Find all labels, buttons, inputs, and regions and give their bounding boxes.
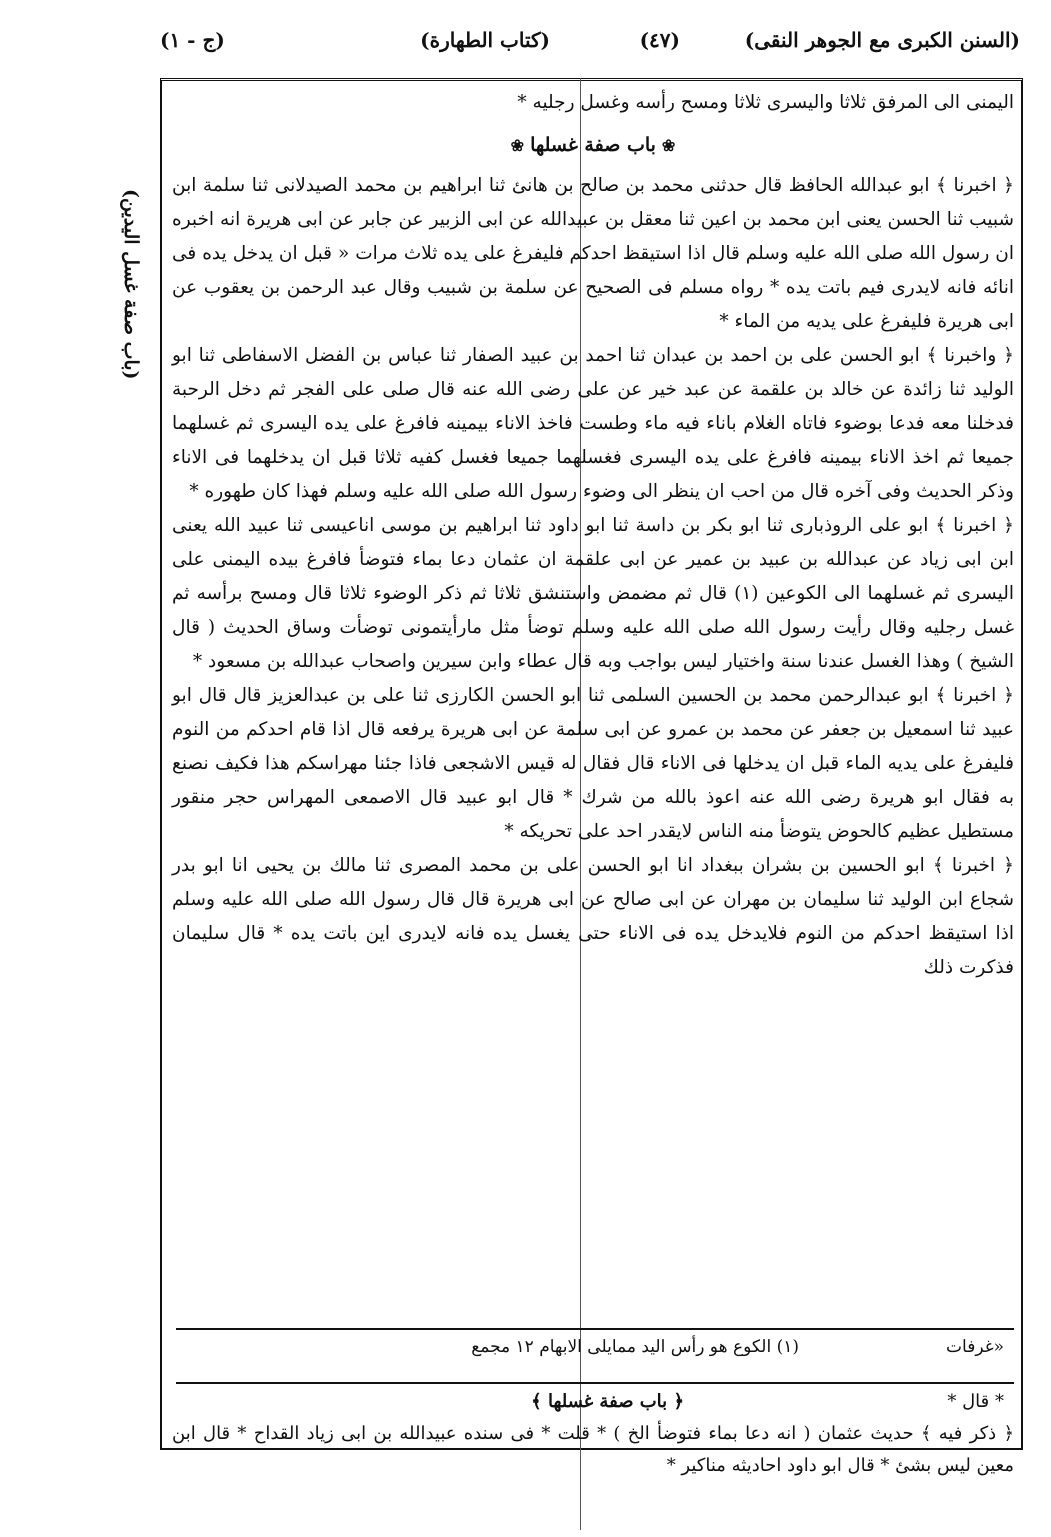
chapter-heading: ❀باب صفة غسلها❀ [172,128,1014,163]
footnote-divider [176,1328,1014,1330]
hadith-paragraph: ﴿ واخبرنا ﴾ ابو الحسن على بن احمد بن عبدان ثنا احمد بن عبيد الصفار ثنا عباس بن الفضل الاسفاطى ثنا ابو الوليد ثنا زائدة عن خالد بن علقمة عن عبد خير عن على رضى الله عنه قال صلى على الفجر ثم دخل الرحبة فدخلنا معه فدعا بوضوء فاتاه الغلام باناء فيه ماء وطست فاخذ الاناء بيمينه فافرغ على يده اليسرى ثم غسلهما جميعا ثم اخذ الاناء بيمينه فافرغ على يده اليسرى فغسلهما جميعا فغسل كفيه ثلاثا قبل ان يدخلهما فى الاناء وذكر الحديث وفى آخره قال من احب ان ينظر الى وضوء رسول الله صلى الله عليه وسلم فهذا كان طهوره * [172,345,1014,502]
margin-chapter-note: (باب صفة غسل اليدين) [120,189,142,380]
commentary-heading: ﴿ باب صفة غسلها ﴾ [531,1391,684,1412]
running-title: (السنن الكبرى مع الجوهر النقى) [744,28,1020,52]
footnote-text: (١) الكوع هو رأس اليد ممايلى الابهام ١٢ مجمع [471,1337,799,1357]
jawhar-naqi-commentary [172,1386,1014,1482]
volume-number: (ج - ١) [160,28,225,52]
main-text [172,86,1014,985]
ornament-icon: ❀ [510,136,525,155]
hadith-paragraph: ﴿ اخبرنا ﴾ ابو على الروذبارى ثنا ابو بكر بن داسة ثنا ابو داود ثنا ابراهيم بن موسى اناعيسى ثنا عبيد الله يعنى ابن ابى زياد عن عبدالله بن عبيد بن عمير عن ابى علقمة ان عثمان دعا بماء فتوضأ فافرغ بيده اليمنى على اليسرى ثم غسلهما الى الكوعين (١) قال ثم مضمض واستنشق ثلاثا ثم ذكر الوضوء ثلاثا قال ومسح برأسه ثم غسل رجليه وقال رأيت رسول الله صلى الله عليه وسلم توضأ مثل مارأيتمونى توضأت وساق الحديث ( قال الشيخ ) وهذا الغسل عندنا سنة واختيار ليس بواجب وبه قال عطاء وابن سيرين واصحاب عبدالله بن مسعود * [172,515,1014,672]
appendix-divider [176,1382,1014,1384]
commentary-text: ﴿ ذكر فيه ﴾ حديث عثمان ( انه دعا بماء فتوضأ الخ ) * قلت * فى سنده عبيدالله بن ابى زياد القداح * قال ابن معين ليس بشئ * قال ابو داود احاديثه مناكير * [172,1423,1014,1476]
hadith-paragraph: ﴿ اخبرنا ﴾ ابو عبدالرحمن محمد بن الحسين السلمى ثنا ابو الحسن الكارزى ثنا على بن عبدالعزيز قال قال ابو عبيد ثنا اسمعيل بن جعفر عن محمد بن عمرو عن ابى سلمة عن ابى هريرة يرفعه قال اذا قام احدكم من النوم فليفرغ على يديه الماء قبل ان يدخلها فى الاناء قال فقال له قيس الاشجعى فاذا جئنا مهراسكم هذا فكيف نصنع به فقال ابو هريرة رضى الله عنه اعوذ بالله من شرك * قال ابو عبيد قال الاصمعى المهراس حجر منقور مستطيل عظيم كالحوض يتوضأ منه الناس لايقدر احد على تحريكه * [172,685,1014,842]
qala-marker: * قال * [947,1391,1004,1412]
footnote-catchword: «غرفات [946,1337,1004,1357]
book-title: (كتاب الطهارة) [420,28,550,52]
hadith-paragraph: ﴿ اخبرنا ﴾ ابو الحسين بن بشران ببغداد انا ابو الحسن على بن محمد المصرى ثنا مالك بن يحيى انا ابو بدر شجاع ابن الوليد ثنا سليمان بن مهران عن ابى صالح عن ابى هريرة قال قال رسول الله صلى الله عليه وسلم اذا استيقظ احدكم من النوم فلايدخل يده فى الاناء حتى يغسل يده فانه لايدرى اين باتت يده * قال سليمان فذكرت ذلك [172,855,1014,978]
continuation-line: اليمنى الى المرفق ثلاثا واليسرى ثلاثا ومسح رأسه وغسل رجليه * [517,92,1014,113]
hadith-paragraph: ﴿ اخبرنا ﴾ ابو عبدالله الحافظ قال حدثنى محمد بن صالح بن هانئ ثنا ابراهيم بن محمد الصيدلانى ثنا سلمة ابن شبيب ثنا الحسن يعنى ابن محمد بن اعين ثنا معقل بن عبيدالله عن ابى الزبير عن جابر عن ابى هريرة انه اخبره ان رسول الله صلى الله عليه وسلم قال اذا استيقظ احدكم فليفرغ على يده ثلاث مرات « قبل ان يدخل يده فى انائه فانه لايدرى فيم باتت يده * رواه مسلم فى الصحيح عن سلمة بن شبيب وقال عبد الرحمن بن يعقوب عن ابى هريرة فليفرغ على يديه من الماء * [172,175,1014,332]
page-number: (٤٧) [639,28,680,52]
ornament-icon: ❀ [661,136,676,155]
page-header [160,14,1020,74]
